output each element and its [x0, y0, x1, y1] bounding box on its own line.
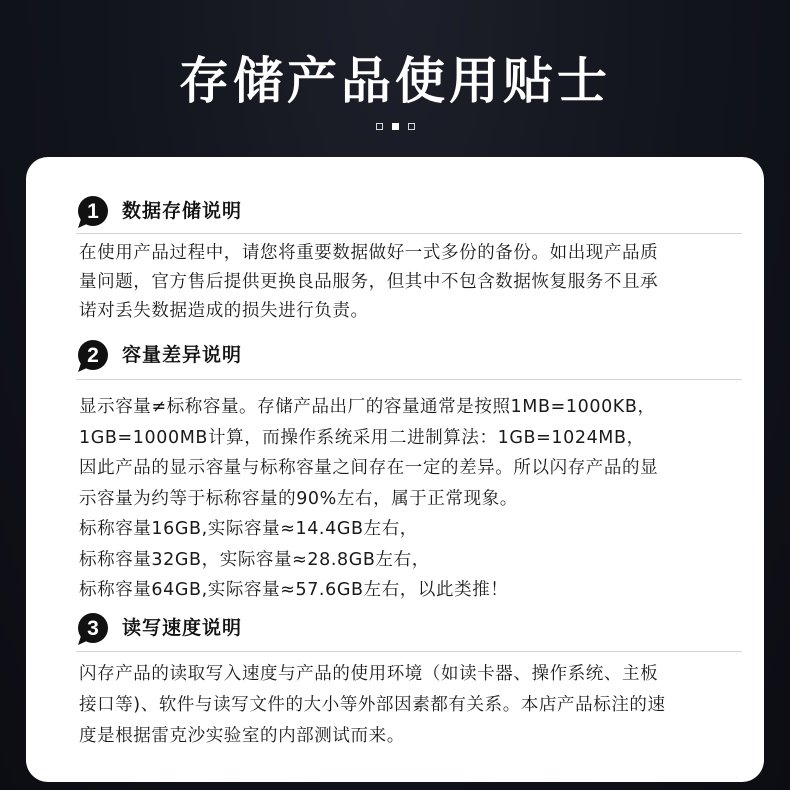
- page-indicator-dots: [0, 123, 790, 130]
- section-divider: [76, 233, 742, 234]
- body-line: 标称容量64GB,实际容量≈57.6GB左右，以此类推！: [79, 580, 509, 600]
- body-line: 度是根据雷克沙实验室的内部测试而来。: [79, 726, 405, 746]
- body-line: 量问题，官方售后提供更换良品服务，但其中不包含数据恢复服务不且承: [79, 272, 659, 292]
- indicator-dot: [408, 123, 415, 130]
- badge-number: 1: [87, 200, 99, 223]
- badge-number: 2: [87, 344, 99, 367]
- badge-number: 3: [87, 617, 99, 640]
- section-body-capacity: [79, 392, 759, 606]
- section-body-read-write-speed: [79, 659, 759, 752]
- body-line: 1GB=1000MB计算，而操作系统采用二进制算法：1GB=1024MB，: [79, 427, 645, 448]
- body-line: 闪存产品的读取写入速度与产品的使用环境（如读卡器、操作系统、主板: [79, 664, 659, 684]
- number-badge-1-icon: [76, 195, 110, 229]
- body-line: 因此产品的显示容量与标称容量之间存在一定的差异。所以闪存产品的显: [79, 458, 659, 478]
- section-body-data-storage: [79, 239, 759, 326]
- number-badge-2-icon: [76, 339, 110, 373]
- body-line: 标称容量32GB，实际容量≈28.8GB左右，: [79, 549, 430, 570]
- number-badge-3-icon: [76, 612, 110, 646]
- section-header-capacity: [52, 336, 742, 376]
- page-title: 存储产品使用贴士: [179, 52, 611, 110]
- body-line: 示容量为约等于标称容量的90%左右，属于正常现象。: [79, 488, 518, 509]
- body-line: 标称容量16GB,实际容量≈14.4GB左右，: [79, 519, 418, 539]
- section-title: 容量差异说明: [122, 344, 243, 366]
- indicator-dot-active: [392, 123, 399, 130]
- body-line: 接口等)、软件与读写文件的大小等外部因素都有关系。本店产品标注的速: [79, 695, 666, 715]
- indicator-dot: [376, 123, 383, 130]
- body-line: 诺对丢失数据造成的损失进行负责。: [79, 301, 369, 321]
- section-divider: [76, 651, 742, 652]
- body-line: 显示容量≠标称容量。存储产品出厂的容量通常是按照1MB=1000KB，: [79, 397, 656, 417]
- section-divider: [76, 379, 742, 380]
- section-header-read-write-speed: [52, 609, 742, 649]
- body-line: 在使用产品过程中，请您将重要数据做好一式多份的备份。如出现产品质: [79, 243, 659, 263]
- section-title: 数据存储说明: [122, 200, 243, 222]
- section-title: 读写速度说明: [122, 617, 243, 639]
- section-header-data-storage: [52, 192, 742, 232]
